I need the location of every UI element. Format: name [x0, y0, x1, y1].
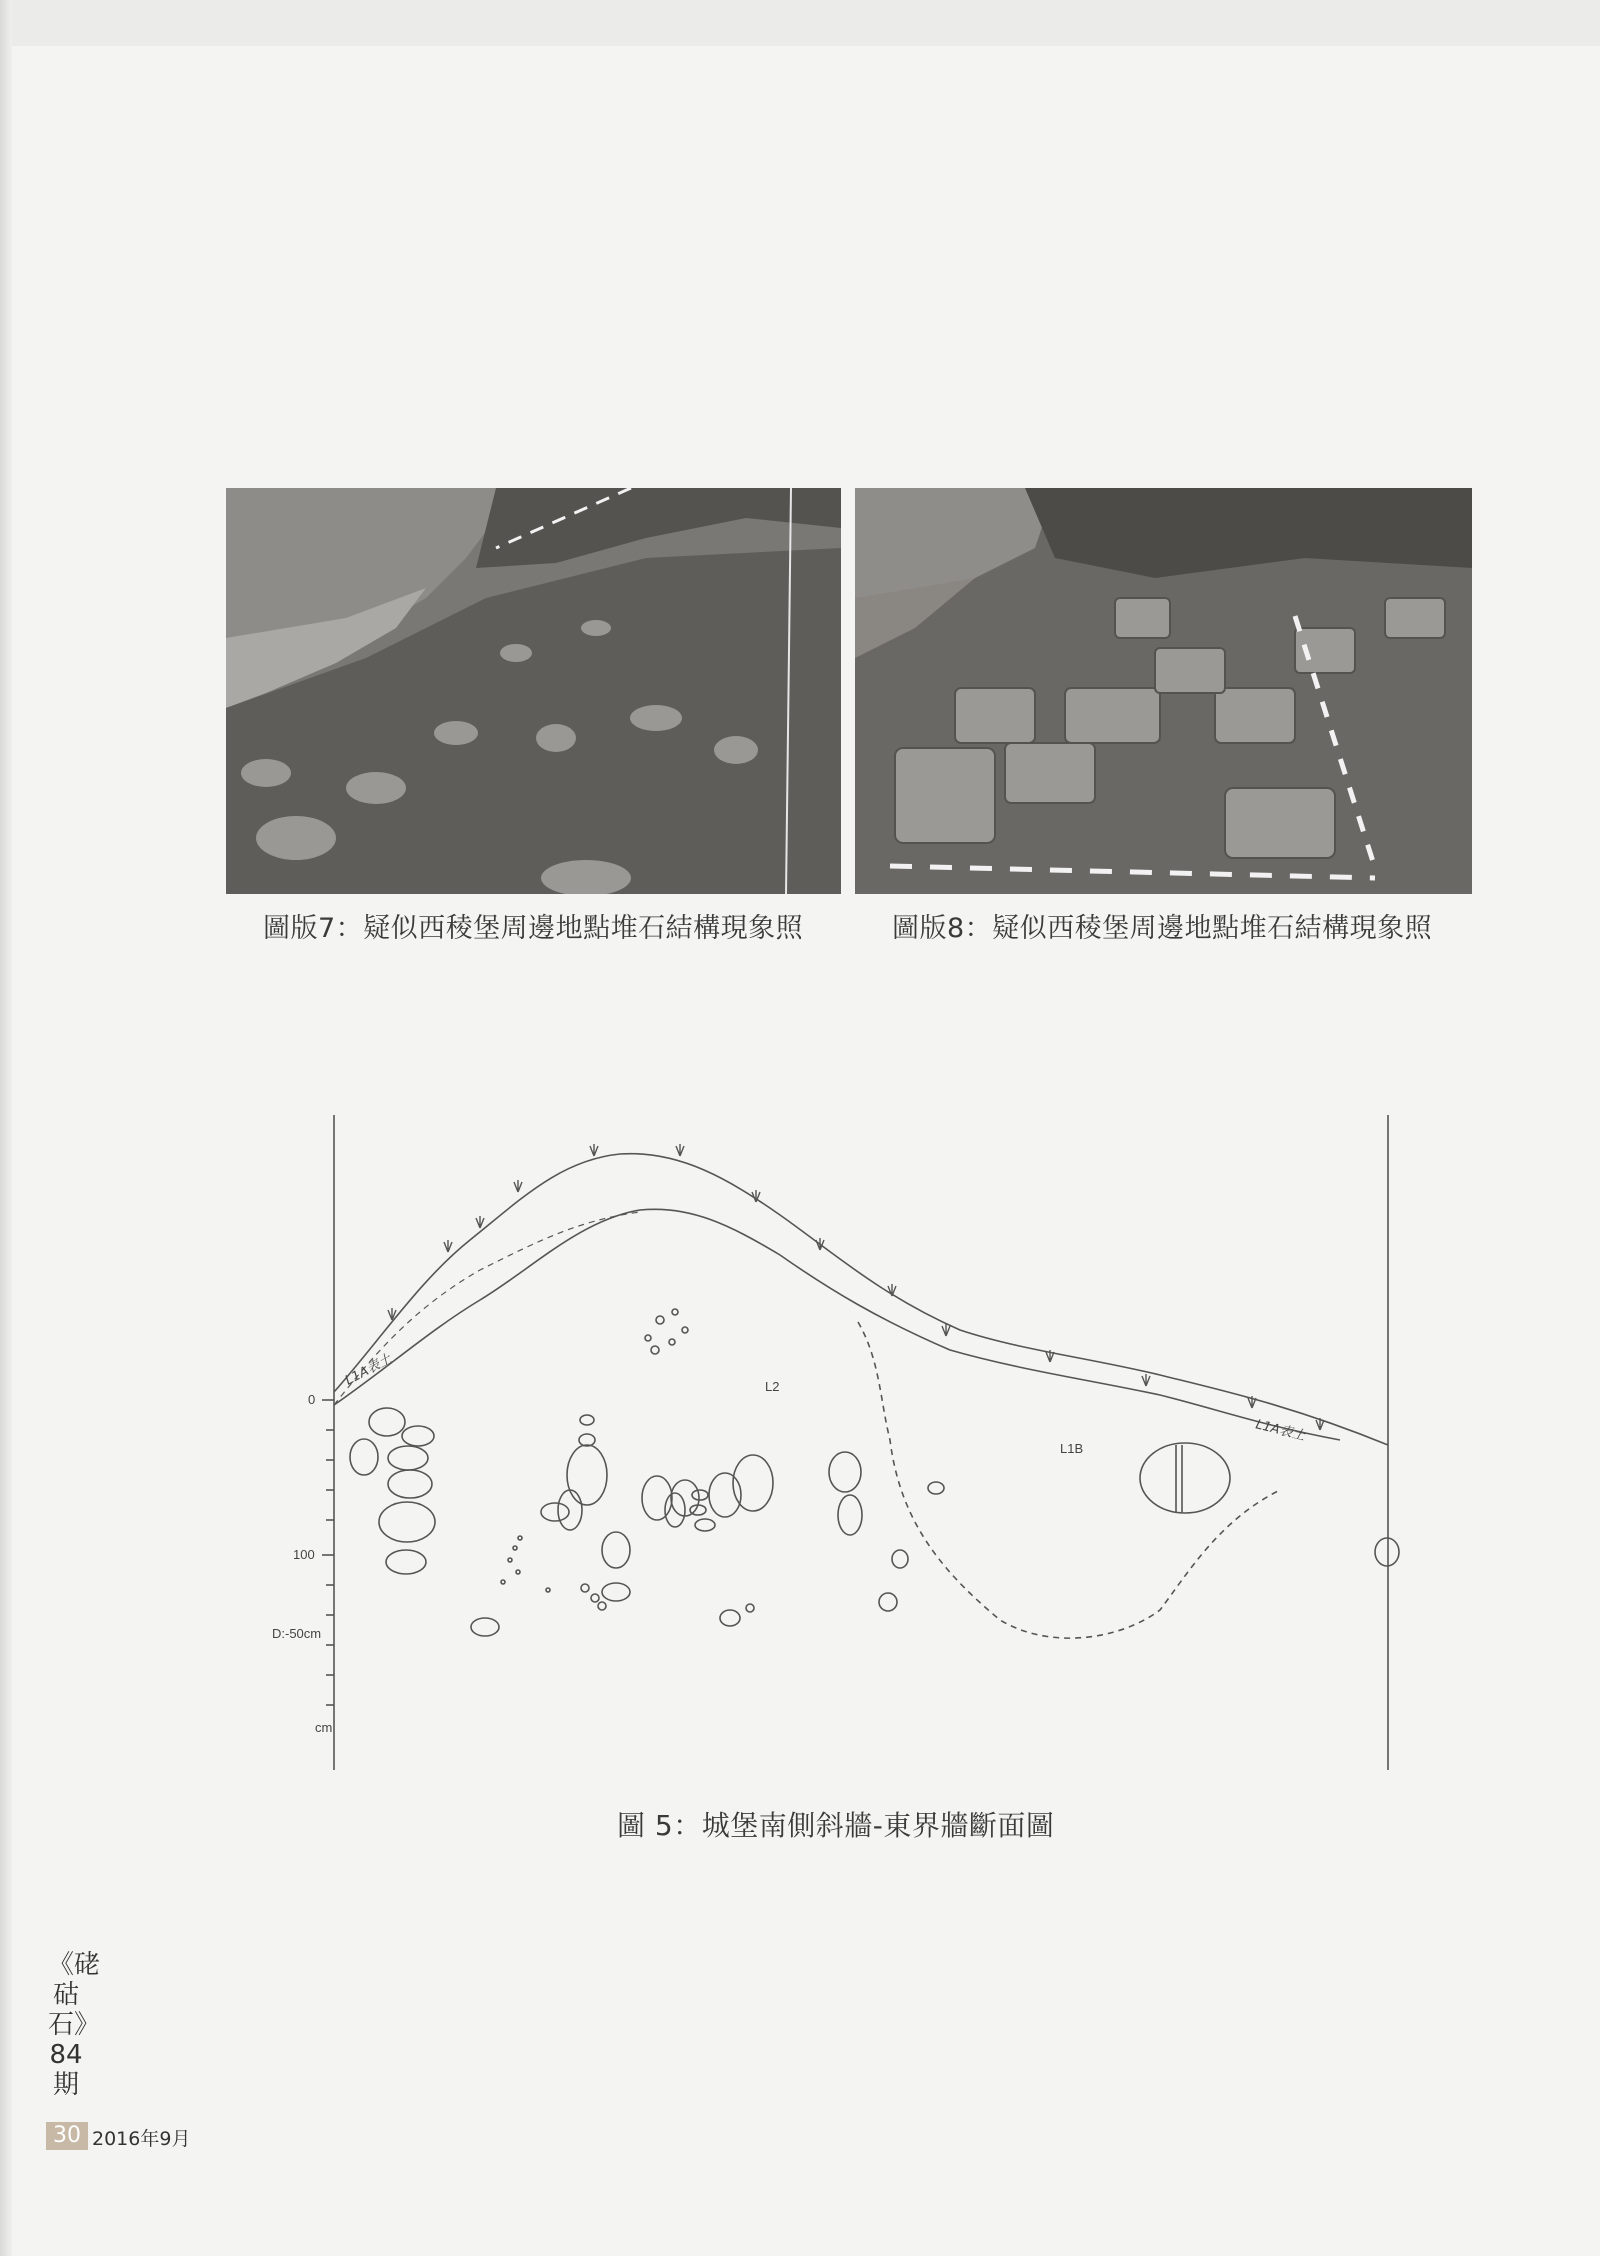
layer-label-l1a-right: L1A表土	[1254, 1417, 1307, 1445]
plate-8-caption: 圖版8：疑似西稜堡周邊地點堆石結構現象照	[892, 913, 1433, 944]
scale-label-depth: D:-50cm	[272, 1626, 322, 1641]
scan-top-band	[0, 0, 1600, 46]
scan-left-edge	[0, 0, 12, 2256]
scale-label-unit: cm	[315, 1720, 333, 1735]
layer-label-l1b: L1B	[1060, 1441, 1084, 1456]
figure-5-caption: 圖 5：城堡南側斜牆-東界牆斷面圖	[617, 1809, 1055, 1842]
journal-title: 《硓𥑮石》84期	[48, 1950, 101, 2100]
plate-7-photo	[226, 488, 841, 894]
scale-label-zero: 0	[308, 1392, 316, 1407]
layer-label-l2: L2	[765, 1379, 780, 1394]
layer-label-l1a-left: L1A表土	[342, 1351, 395, 1389]
plate-7-caption: 圖版7：疑似西稜堡周邊地點堆石結構現象照	[263, 913, 804, 944]
page-number: 30	[46, 2122, 88, 2150]
figure-5-section-drawing	[260, 1100, 1400, 1780]
scale-label-100: 100	[293, 1547, 315, 1562]
issue-date: 2016年9月	[92, 2128, 191, 2150]
plate-8-photo	[855, 488, 1472, 894]
